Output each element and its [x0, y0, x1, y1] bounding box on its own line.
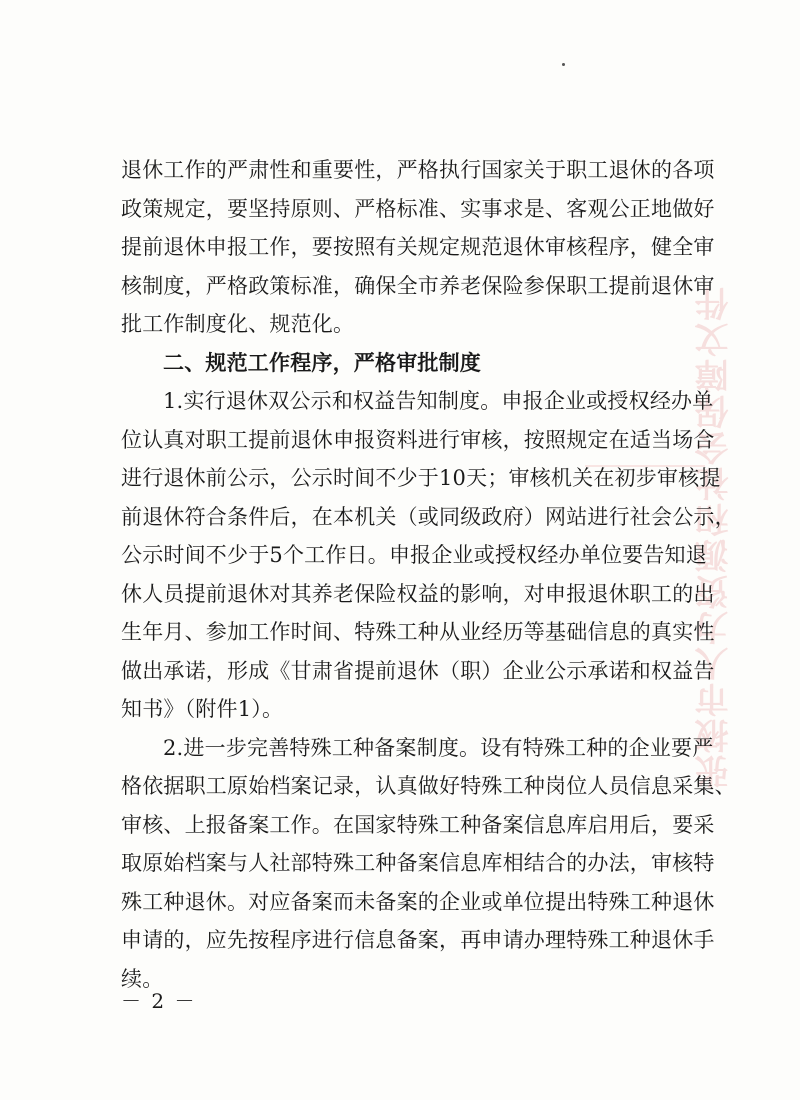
paragraph-line: 公示时间不少于5个工作日。申报企业或授权经办单位要告知退 — [121, 543, 707, 567]
paragraph-line: 做出承诺，形成《甘肃省提前退休（职）企业公示承诺和权益告 — [121, 658, 715, 683]
paragraph-line: 核制度，严格政策标准，确保全市养老保险参保职工提前退休审 — [121, 273, 715, 298]
paragraph-line: 进行退休前公示，公示时间不少于10天；审核机关在初步审核提 — [121, 466, 721, 490]
bleed-through-watermark: 张掖市人力资源和社会保障文件 — [695, 285, 735, 789]
paragraph-line: 格依据职工原始档案记录，认真做好特殊工种岗位人员信息采集、 — [121, 774, 736, 798]
paragraph-line: 前退休符合条件后，在本机关（或同级政府）网站进行社会公示， — [121, 504, 736, 529]
paragraph-line: 审核、上报备案工作。在国家特殊工种备案信息库启用后，要采 — [121, 812, 715, 837]
paragraph-line: 退休工作的严肃性和重要性，严格执行国家关于职工退休的各项 — [121, 158, 715, 182]
paragraph-line: 取原始档案与人社部特殊工种备案信息库相结合的办法，审核特 — [121, 851, 715, 875]
paragraph-line: 位认真对职工提前退休申报资料进行审核，按照规定在适当场合 — [121, 427, 715, 452]
paragraph-line: 2.进一步完善特殊工种备案制度。设有特殊工种的企业要严 — [163, 735, 714, 760]
paragraph-line: 1.实行退休双公示和权益告知制度。申报企业或授权经办单 — [163, 389, 714, 413]
paragraph-line: 批工作制度化、规范化。 — [121, 312, 355, 336]
section-heading: 二、规范工作程序，严格审批制度 — [163, 350, 481, 375]
paragraph-line: 提前退休申报工作，要按照有关规定规范退休审核程序，健全审 — [121, 235, 715, 259]
paragraph-line: 休人员提前退休对其养老保险权益的影响，对申报退休职工的出 — [121, 581, 715, 606]
paragraph-line: 续。 — [121, 966, 164, 991]
paragraph-line: 殊工种退休。对应备案而未备案的企业或单位提出特殊工种退休 — [121, 889, 715, 914]
paragraph-line: 生年月、参加工作时间、特殊工种从业经历等基础信息的真实性 — [121, 620, 715, 644]
paragraph-line: 申请的，应先按程序进行信息备案，再申请办理特殊工种退休手 — [121, 928, 715, 952]
paragraph-line: 政策规定，要坚持原则、严格标准、实事求是、客观公正地做好 — [121, 196, 715, 221]
page-number: － 2 － — [121, 989, 197, 1013]
paragraph-line: 知书》（附件1）。 — [121, 697, 284, 721]
scan-speck — [562, 63, 565, 66]
